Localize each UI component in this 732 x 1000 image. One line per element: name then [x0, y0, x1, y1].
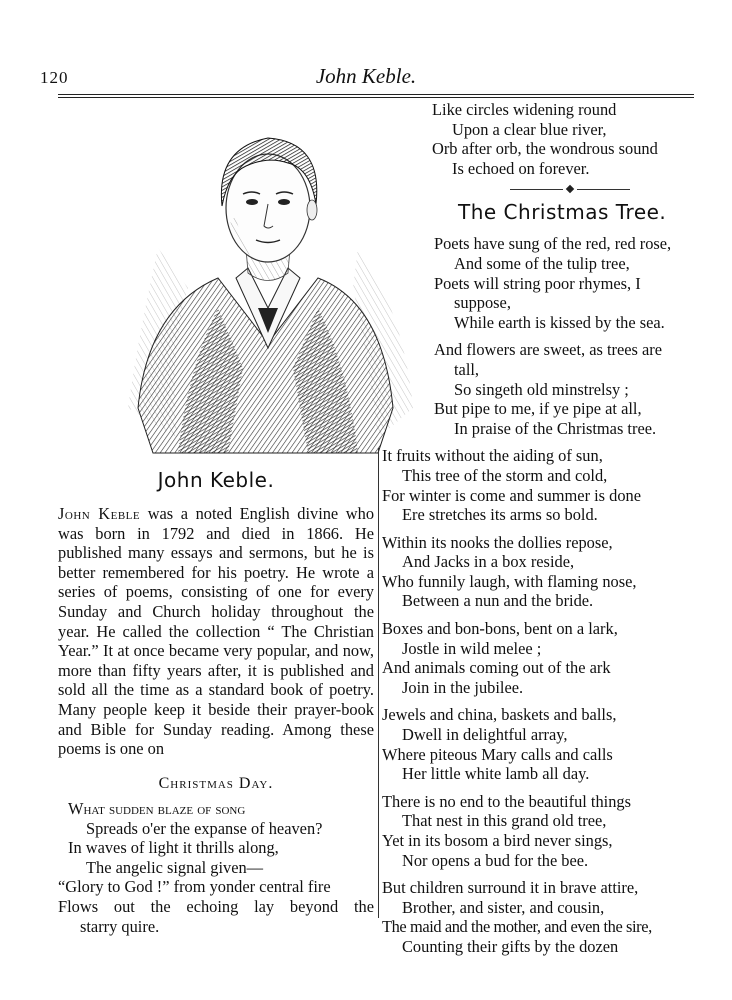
- poem-line: suppose,: [454, 293, 511, 313]
- poem-line: Poets will string poor rhymes, I: [434, 273, 641, 293]
- left-column: [58, 468, 374, 936]
- poem-line: Poets have sung of the red, red rose,: [434, 234, 672, 254]
- poem-line: So singeth old minstrelsy ;: [454, 379, 629, 399]
- stanza: [382, 619, 700, 697]
- poem-line: “Glory to God !” from yonder central fire: [58, 877, 331, 897]
- poem-line: While earth is kissed by the sea.: [454, 312, 665, 332]
- running-title: John Keble.: [315, 64, 417, 88]
- poem-line: And Jacks in a box reside,: [402, 552, 575, 572]
- poem-line: Brother, and sister, and cousin,: [402, 897, 605, 917]
- poem-line: Her little white lamb all day.: [402, 764, 590, 784]
- poem-line: There is no end to the beautiful things: [382, 791, 631, 811]
- poem-line: Upon a clear blue river,: [452, 119, 607, 139]
- poem-line: The maid and the mother, and even the sire,: [382, 917, 652, 937]
- poem-line: Flows out the echoing lay beyond the: [58, 897, 374, 917]
- poem-line: Yet in its bosom a bird never sings,: [382, 831, 613, 850]
- page-header: [40, 60, 692, 90]
- stanza: [382, 792, 700, 870]
- poem-line: For winter is come and summer is done: [382, 485, 642, 505]
- poem-line: starry quire.: [80, 916, 160, 936]
- header-rule: [58, 94, 694, 95]
- poem-line: In waves of light it thrills along,: [68, 838, 279, 858]
- stanza: [382, 878, 700, 956]
- stanza: [434, 340, 700, 438]
- poem-line: That nest in this grand old tree,: [402, 811, 607, 831]
- poem-line: But children surround it in brave attire,: [382, 878, 639, 898]
- column-divider: [378, 448, 379, 918]
- poem-line: Is echoed on forever.: [452, 158, 590, 178]
- stanza: [434, 234, 700, 332]
- poem-line: Nor opens a bud for the bee.: [402, 850, 589, 870]
- poem-line: Orb after orb, the wondrous sound: [432, 139, 658, 159]
- christmas-day-poem: [58, 799, 374, 936]
- poem-line: This tree of the storm and cold,: [402, 465, 608, 485]
- biography-text: was a noted English divine who was born in 1792 and died in 1866. He published many essays and sermons, but he is better remembered for his poetry. He wrote a series of poems, consisting of one for every Sunday and Church holiday throughout the year. He called the collection “ The Christian Year.” It at once became very popular, and now, more than fifty years after, it is published and sold all the time as a standard book of poetry. Many people keep it beside their prayer-book and Bible for Sunday reading. Among these poems is one on: [58, 504, 375, 759]
- header-rule-thin: [58, 97, 694, 98]
- poem-line: tall,: [454, 359, 480, 379]
- poem-line: Dwell in delightful array,: [402, 725, 568, 745]
- christmas-day-continuation: [432, 100, 700, 178]
- christmas-tree-title: The Christmas Tree.: [458, 200, 667, 225]
- poem-heading: Christmas Day.: [158, 775, 274, 793]
- poem-line: Between a nun and the bride.: [402, 591, 594, 611]
- poem-line: Ere stretches its arms so bold.: [402, 505, 598, 525]
- poem-line: Boxes and bon-bons, bent on a lark,: [382, 619, 618, 639]
- article-title: John Keble.: [157, 468, 275, 492]
- poem-line: Counting their gifts by the dozen: [402, 936, 619, 956]
- poem-line: Who funnily laugh, with flaming nose,: [382, 571, 637, 591]
- biography-lead: John Keble: [58, 504, 141, 523]
- poem-line: Jewels and china, baskets and balls,: [382, 705, 617, 725]
- right-column: [382, 100, 700, 965]
- poem-line: Within its nooks the dollies repose,: [382, 532, 613, 552]
- biography-paragraph: [58, 504, 374, 759]
- poem-line: It fruits without the aiding of sun,: [382, 446, 603, 466]
- poem-line: Spreads o'er the expanse of heaven?: [86, 818, 323, 838]
- poem-line: In praise of the Christmas tree.: [454, 418, 657, 438]
- poem-line: What sudden blaze of song: [68, 799, 246, 819]
- poem-line: Where piteous Mary calls and calls: [382, 744, 613, 764]
- page-number: 120: [40, 68, 69, 87]
- poem-line: And some of the tulip tree,: [454, 253, 630, 273]
- stanza: [382, 446, 700, 524]
- poem-line: And flowers are sweet, as trees are: [434, 340, 662, 360]
- poem-line: But pipe to me, if ye pipe at all,: [434, 399, 642, 419]
- portrait-engraving: [118, 108, 418, 458]
- stanza: [382, 705, 700, 783]
- section-ornament: [510, 186, 630, 192]
- poem-line: The angelic signal given—: [86, 857, 264, 877]
- stanza: [382, 533, 700, 611]
- christmas-tree-poem: [382, 234, 700, 956]
- poem-line: And animals coming out of the ark: [382, 658, 611, 678]
- poem-line: Jostle in wild melee ;: [402, 638, 542, 658]
- poem-line: Join in the jubilee.: [402, 677, 524, 697]
- poem-line: Like circles widening round: [432, 100, 617, 119]
